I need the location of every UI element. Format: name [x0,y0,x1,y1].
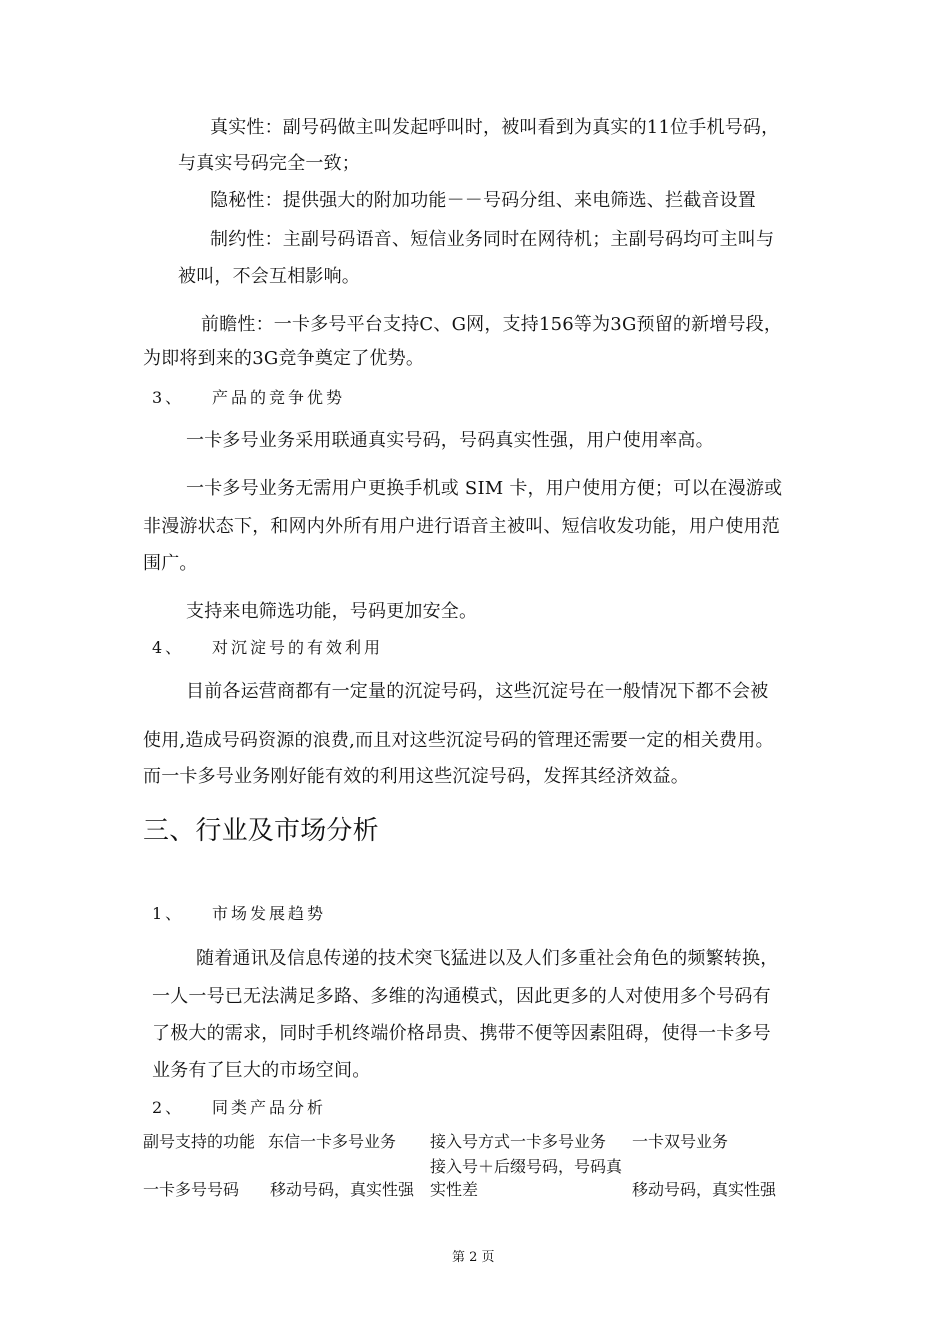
paragraph-line: 使用,造成号码资源的浪费,而且对这些沉淀号码的管理还需要一定的相关费用。 [143,730,774,751]
table-cell: 移动号码，真实性强 [632,1180,777,1199]
table-row-label: 一卡多号号码 [143,1180,240,1199]
subheading-number: 3、 [152,388,185,407]
paragraph-line: 了极大的需求，同时手机终端价格昂贵、携带不便等因素阻碍，使得一卡多号 [152,1023,771,1044]
paragraph-line: 隐秘性：提供强大的附加功能－－号码分组、来电筛选、拦截音设置 [210,190,756,211]
paragraph-line: 为即将到来的3G竞争奠定了优势。 [143,348,425,369]
subheading-number: 4、 [152,638,185,657]
paragraph-line: 被叫，不会互相影响。 [178,266,360,287]
paragraph-line: 而一卡多号业务刚好能有效的利用这些沉淀号码，发挥其经济效益。 [143,766,689,787]
table-cell: 移动号码，真实性强 [270,1180,415,1199]
subheading-title: 市场发展趋势 [212,904,327,923]
table-cell: 接入号＋后缀号码，号码真 [430,1157,623,1176]
paragraph-line: 与真实号码完全一致； [178,153,360,174]
page-number: 第 2 页 [452,1250,495,1265]
table-header-cell: 副号支持的功能 [143,1132,256,1151]
subheading-market-trend [152,902,326,926]
paragraph-line [210,116,802,140]
subheading-title: 产品的竞争优势 [212,388,346,407]
table-cell: 实性差 [430,1180,479,1199]
paragraph-line: 业务有了巨大的市场空间。 [152,1060,371,1081]
paragraph-line: 一卡多号业务无需用户更换手机或 SIM 卡，用户使用方便；可以在漫游或 [186,478,783,499]
chapter-title: 三、行业及市场分析 [143,816,379,846]
table-header-cell: 接入号方式一卡多号业务 [430,1132,607,1151]
paragraph-line: 围广。 [143,553,198,574]
paragraph-line: 一卡多号业务采用联通真实号码，号码真实性强，用户使用率高。 [186,430,714,451]
paragraph-line: 一人一号已无法满足多路、多维的沟通模式，因此更多的人对使用多个号码有 [152,986,771,1007]
paragraph-line: 前瞻性：一卡多号平台支持C、G网，支持156等为3G预留的新增号段， [201,314,783,335]
paragraph-line: 目前各运营商都有一定量的沉淀号码，这些沉淀号在一般情况下都不会被 [186,681,769,702]
subheading-title: 同类产品分析 [212,1098,327,1117]
paragraph-line: 支持来电筛选功能，号码更加安全。 [186,601,478,622]
subheading-title: 对沉淀号的有效利用 [212,638,384,657]
subheading-3 [152,386,345,410]
subheading-number: 1、 [152,904,185,923]
line-text: 真实性：副号码做主叫发起呼叫时，被叫看到为真实的11位手机号码， [210,117,780,138]
paragraph-line: 非漫游状态下，和网内外所有用户进行语音主被叫、短信收发功能，用户使用范 [143,516,780,537]
paragraph-line: 制约性：主副号码语音、短信业务同时在网待机；主副号码均可主叫与 [210,229,775,250]
paragraph-line: 随着通讯及信息传递的技术突飞猛进以及人们多重社会角色的频繁转换， [196,948,779,969]
table-header-cell: 东信一卡多号业务 [268,1132,397,1151]
subheading-4 [152,636,383,660]
subheading-number: 2、 [152,1098,185,1117]
table-header-cell: 一卡双号业务 [632,1132,729,1151]
subheading-similar-products [152,1096,326,1120]
